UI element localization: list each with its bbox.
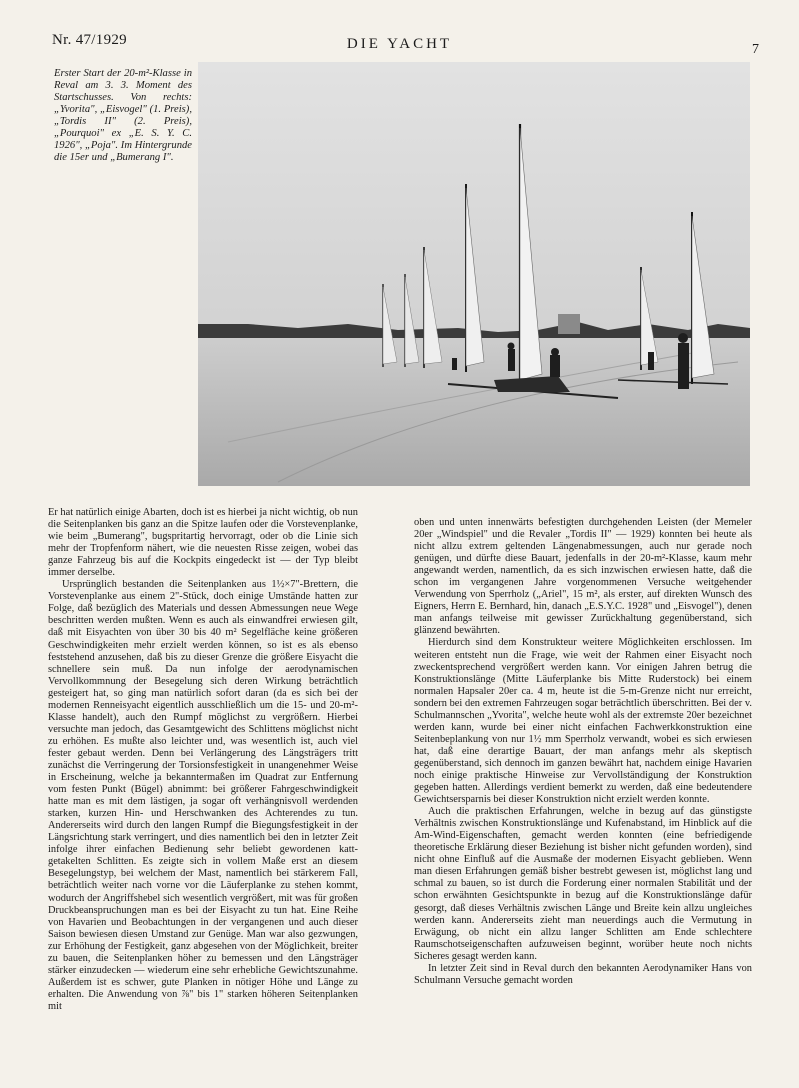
photo-illustration [198, 62, 750, 486]
paragraph: Er hat natürlich einige Abarten, doch ist es hierbei ja nicht wichtig, ob nun die Seitenplanken bis ganz an die Spitze laufen oder die Vorstevenplanke, wie beim „Bumerang", bugspritartig hervorragt, oder ob die Linie sich mehr der Tropfenform nähert, wie die neuesten Risse zeigen, wobei das ganze Fahrzeug bis auf die Kockpits eingedeckt ist — der Typ bleibt immer derselbe. [48, 507, 358, 579]
magazine-title: DIE YACHT [346, 36, 453, 52]
iceyacht-start-photo [198, 62, 750, 486]
paragraph: oben und unten innenwärts befestigten durchgehenden Leisten (der Memeler 20er „Windspiel" und die Revaler „Tordis II" — 1929) konnten bei heute als nicht allzu extrem geltenden Längenabmessungen, auch nur gerade noch genügen, und dürfte diese Bauart, jedenfalls in der 20-m²-Klasse, kaum mehr angewandt werden, namentlich, da es sich inzwischen erwiesen hatte, daß die schon im vergangenen Jahre vorgenommenen Versuche weitgehender Verwendung von Sperrholz („Ariel", 15 m², als erster, auf direkten Wunsch des Eigners, Herrn E. Bernhard, hin, danach „E.S.Y.C. 1928" und „Eisvogel"), denen man anfangs teilweise mit gewisser Zurückhaltung gegenüberstand, sich glänzend bewährten. [414, 517, 752, 637]
paragraph: Ursprünglich bestanden die Seitenplanken aus 1½×7"-Brettern, die Vorstevenplanke aus einem 2"-Stück, doch einige Umstände hatten zur Folge, daß bezüglich des Materials und dessen Abmessungen neue Wege beschritten werden mußten. Wenn es auch als einwandfrei erwiesen gilt, daß mit Eisyachten von über 30 bis 40 m² Segelfläche keine größeren Geschwindigkeiten mehr erzielt werden können, so ist es als ebenso feststehend anzusehen, daß bis zu dieser Grenze die größere Eisyacht die schnellere sein muß. Da nun infolge der aerodynamischen Vervollkommnung der Besegelung sich deren Wirkung beträchtlich gesteigert hat, so ging man natürlich sofort daran (da es sich bei der modernen Renneisyacht eigentlich ausschließlich um die 15- und 20-m²-Klasse handelt), auch den Rumpf möglichst zu vergrößern. Hierbei versuchte man jedoch, das Gesamtgewicht des Schlittens möglichst nicht zu erhöhen. Es mußte also leichter und, was wesentlich ist, auch viel fester gebaut werden. Denn bei Verlängerung des Längsträgers tritt zunächst die Verringerung der Torsionsfestigkeit in unangenehmer Weise in Erscheinung, welche ja bekanntermaßen im Quadrat zur Entfernung vom festen Punkt (Bügel) abnimmt: bei größerer Fahrgeschwindigkeit hatte man es mit dem lästigen, ja sogar oft verhängnisvoll werdenden starken, kurzen Hin- und Herschwanken des Achterendes zu tun. Andererseits wird durch den langen Rumpf die Biegungsfestigkeit in der Längsrichtung stark verringert, und dies namentlich bei den in letzter Zeit infolge ihrer einfachen Bedienung sehr beliebt gewordenen katt-getakelten Schlitten. Es zeigte sich in vollem Maße erst an diesem Besegelungstyp, bei welchem der Mast, namentlich bei stärkerem Fall, beträchtlich weiter nach vorne vor die Läuferplanke zu stehen kommt, wodurch der Angriffshebel sich wesentlich vergrößert, mit was für großen Druckbeanspruchungen man es bei der Eisyacht zu tun hat. Eine Reihe von Havarien und Beobachtungen in der vergangenen und auch dieser Saison bewiesen diesen Umstand zur Genüge. Man war also gezwungen, zur Erhöhung der Festigkeit, ganz abgesehen von der Möglichkeit, breiter zu bauen, die Seitenplanken höher zu bemessen und den Längsträger stärker einzudecken — wiederum eine sehr erhebliche Gewichtszunahme. Außerdem ist es schwer, gute Planken in nötiger Höhe und Länge zu erhalten. Die Anwendung von ⅞" bis 1" starken höheren Seitenplanken mit [48, 579, 358, 1012]
paragraph: Hierdurch sind dem Konstrukteur weitere Möglichkeiten erschlossen. Im weiteren entsteht nun die Frage, wie weit der Rahmen einer Eisyacht noch zweckentsprechend vergrößert werden kann. Vor einigen Jahren betrug die Konstruktionslänge (Mitte Läuferplanke bis Mitte Ruderstock) bei einem normalen Hapsaler 20er ca. 4 m, heute ist die 5-m-Grenze nicht nur erreicht, sondern bei den extremen Fahrzeugen sogar beträchtlich überschritten. Bei der v. Schulmannschen „Yvorita", welche heute wohl als der extremste 20er bezeichnet werden kann, wurde bei einer nicht einfachen Fachwerkkonstruktion eine Seitenbeplankung von nur 1½ mm Sperrholz verwandt, wobei es sich erwiesen hat, daß eine derartige Bauart, der man anfangs mehr als skeptisch gegenüberstand, sich dennoch im ganzen bewährt hat, nachdem einige Havarien noch einige praktische Hinweise zur Vervollständigung der Konstruktion gegeben hatten. Allerdings verdient bemerkt zu werden, daß eine bedeutendere Gewichtsersparnis bei dieser Konstruktion nicht erzielt werden konnte. [414, 637, 752, 806]
article-right-column [414, 517, 752, 987]
paragraph: In letzter Zeit sind in Reval durch den bekannten Aerodynamiker Hans von Schulmann Versuche gemacht worden [414, 962, 752, 986]
page-number: 7 [752, 42, 759, 57]
article-left-column [48, 507, 358, 1013]
photo-caption: Erster Start der 20-m²-Klasse in Reval am 3. 3. Moment des Startschusses. Von rechts: „Yvorita", „Eisvogel" (1. Preis), „Tordis II" (2. Preis), „Pourquoi" ex „E. S. Y. C. 1926", „Poja". Im Hintergrunde die 15er und „Bumerang I". [54, 68, 192, 163]
distant-building [558, 314, 580, 334]
issue-number: Nr. 47/1929 [52, 32, 127, 48]
paragraph: Auch die praktischen Erfahrungen, welche in bezug auf das günstigste Verhältnis zwischen Konstruktionslänge und Kufenabstand, im Hinblick auf die Am-Wind-Eigenschaften, gemacht werden konnten (eine befriedigende theoretische Erklärung dieser Beziehung ist bisher nicht gefunden worden), sind nicht ohne Einfluß auf die Ausmaße der modernen Eisyacht geblieben. Wenn man diesen Erfahrungen gemäß bisher bestrebt gewesen ist, möglichst lang und schmal zu bauen, so ist durch die Forderung einer normalen Stabilität und der schon erwähnten Gesichtspunkte in bezug auf die Konstruktionslänge dafür gesorgt, daß dieses Verhältnis zwischen Länge und Breite kein allzu ungleiches werden kann. Andererseits zieht man neuerdings auch die Vermutung in Erwägung, ob nicht ein allzu langer Schlitten am Ende schlechtere Raumschotseigenschaften aufzuweisen beginnt, worüber heute noch nichts Sicheres gesagt werden kann. [414, 806, 752, 962]
